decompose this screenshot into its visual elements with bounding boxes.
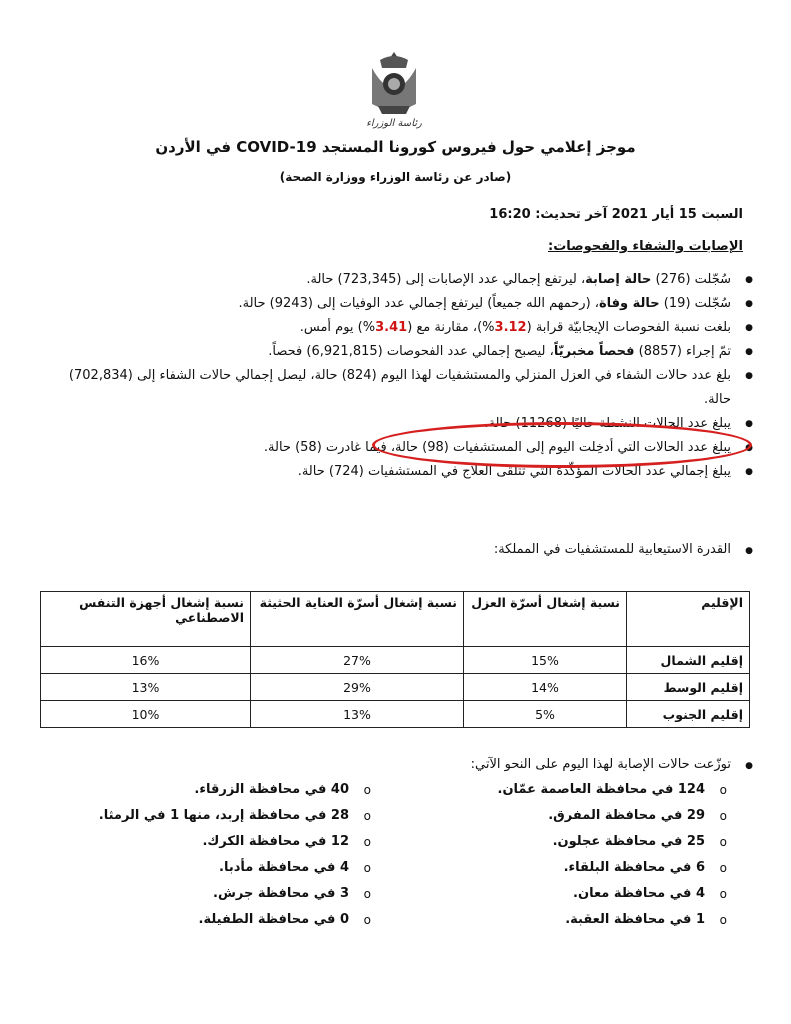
crest-caption: رئاسة الوزراء — [366, 118, 422, 129]
list-item: o 12 في محافظة الكرك. — [99, 829, 373, 855]
bullet-hospital-admissions: ● يبلغ عدد الحالات التي أدخِلت اليوم إلى المستشفيات (98) حالة، فيما غادرت (58) حالة. — [53, 436, 753, 460]
table-row — [41, 674, 750, 701]
table-header-cell: الإقليم — [627, 592, 750, 647]
region-cell: إقليم الجنوب — [627, 701, 750, 728]
list-item: o 124 في محافظة العاصمة عمّان. — [498, 777, 730, 803]
value-cell: 15% — [464, 647, 627, 674]
value-cell: 13% — [41, 674, 251, 701]
value-cell: 5% — [464, 701, 627, 728]
value-cell: 14% — [464, 674, 627, 701]
table-header-cell: نسبة إشغال أجهزة التنفس الاصطناعي — [41, 592, 251, 647]
bullet-hospital-treatment: ● يبلغ إجمالي عدد الحالات المؤكّدة التي تتلقى العلاج في المستشفيات (724) حالة. — [53, 460, 753, 484]
region-cell: إقليم الشمال — [627, 647, 750, 674]
page-subtitle: (صادر عن رئاسة الوزراء ووزارة الصحة) — [279, 170, 512, 184]
value-cell: 16% — [41, 647, 251, 674]
hospital-capacity-table — [40, 591, 750, 728]
section-title: الإصابات والشفاء والفحوصات: — [548, 239, 743, 254]
list-item: o 0 في محافظة الطفيلة. — [99, 907, 373, 933]
red-highlight-ellipse — [372, 422, 752, 468]
bullet-positivity: ● بلغت نسبة الفحوصات الإيجابيّة قرابة (3.12%)، مقارنة مع (3.41%) يوم أمس. — [53, 316, 753, 340]
table-header-cell: نسبة إشغال أسرّة العناية الحثيثة — [251, 592, 464, 647]
bullet-recoveries: ● بلغ عدد حالات الشفاء في العزل المنزلي والمستشفيات لهذا اليوم (824) حالة، ليصل إجمالي حالات الشفاء إلى (702,834) حالة. — [53, 364, 753, 412]
bullet-tests: ● تمّ إجراء (8857) فحصاً مخبريّاً، ليصبح إجمالي عدد الفحوصات (6,921,815) فحصاً. — [53, 340, 753, 364]
bullet-active-cases: ● يبلغ عدد الحالات النشطة حاليًا (11268) حالة. — [53, 412, 753, 436]
list-item: o 40 في محافظة الزرقاء. — [99, 777, 373, 803]
distribution-intro: ● توزّعت حالات الإصابة لهذا اليوم على النحو الآتي: — [471, 757, 753, 772]
list-item: o 25 في محافظة عجلون. — [498, 829, 730, 855]
list-item: o 6 في محافظة البلقاء. — [498, 855, 730, 881]
distribution-list-left — [99, 777, 373, 933]
distribution-list-right — [498, 777, 730, 933]
jordan-crest-logo — [366, 48, 422, 118]
page-title: موجز إعلامي حول فيروس كورونا المستجد COVID-19 في الأردن — [155, 138, 636, 156]
date-line: السبت 15 أيار 2021 آخر تحديث: 16:20 — [489, 207, 743, 222]
bullet-cases: ● سُجّلت (276) حالة إصابة، ليرتفع إجمالي عدد الإصابات إلى (723,345) حالة. — [53, 268, 753, 292]
value-cell: 10% — [41, 701, 251, 728]
value-cell: 13% — [251, 701, 464, 728]
list-item: o 3 في محافظة جرش. — [99, 881, 373, 907]
value-cell: 29% — [251, 674, 464, 701]
table-row — [41, 701, 750, 728]
table-row — [41, 647, 750, 674]
bullet-deaths: ● سُجّلت (19) حالة وفاة، (رحمهم الله جميعاً) ليرتفع إجمالي عدد الوفيات إلى (9243) حالة. — [53, 292, 753, 316]
value-cell: 27% — [251, 647, 464, 674]
list-item: o 28 في محافظة إربد، منها 1 في الرمثا. — [99, 803, 373, 829]
capacity-intro: ● القدرة الاستيعابية للمستشفيات في المملكة: — [494, 542, 753, 557]
list-item: o 1 في محافظة العقبة. — [498, 907, 730, 933]
list-item: o 4 في محافظة مأدبا. — [99, 855, 373, 881]
list-item: o 29 في محافظة المفرق. — [498, 803, 730, 829]
list-item: o 4 في محافظة معان. — [498, 881, 730, 907]
region-cell: إقليم الوسط — [627, 674, 750, 701]
table-header-row — [41, 592, 750, 647]
table-header-cell: نسبة إشغال أسرّة العزل — [464, 592, 627, 647]
